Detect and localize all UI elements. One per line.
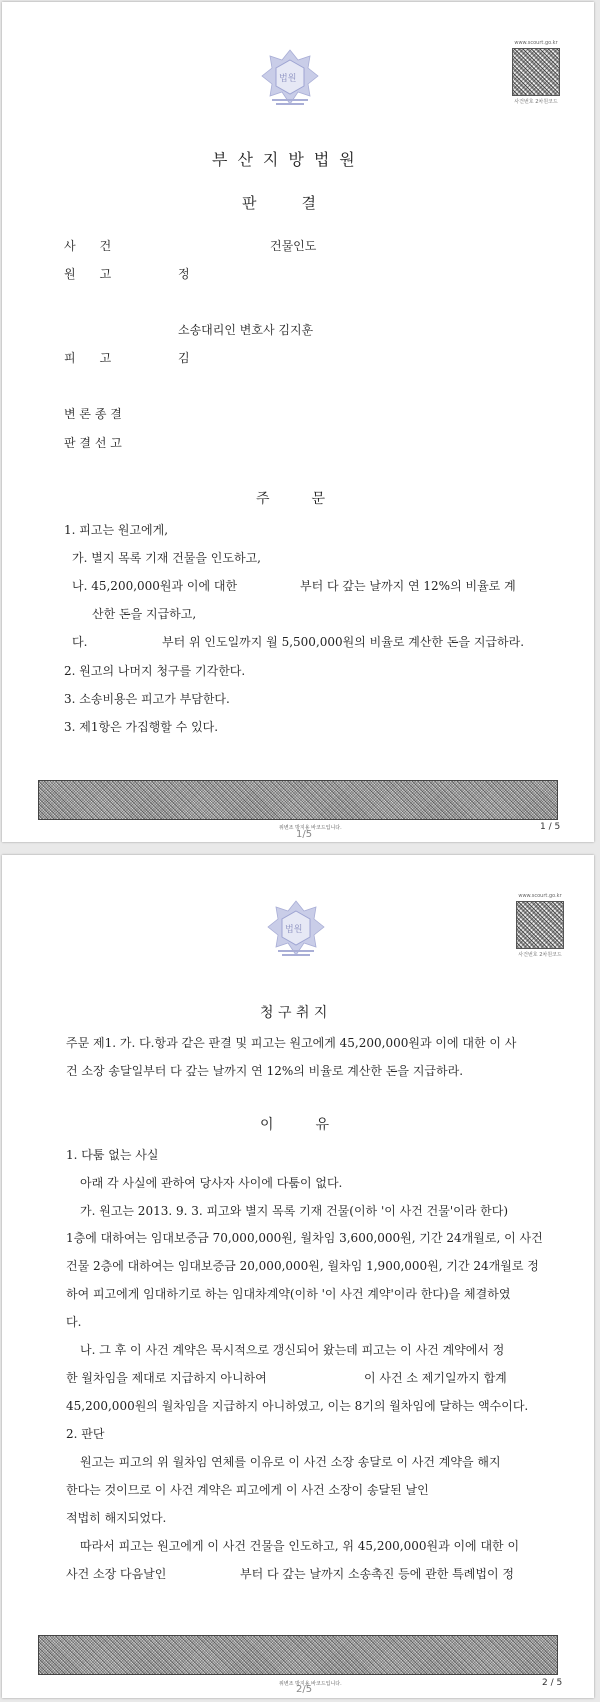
document-page-2 (2, 855, 594, 1698)
order-line: 1. 피고는 원고에게, (64, 523, 169, 537)
reason-line: 45,200,000원의 월차임을 지급하지 아니하였고, 이는 8기의 월차임에 달하는 액수이다. (66, 1399, 529, 1413)
qr-caption: 사건번호 2차원코드 (514, 99, 558, 105)
qr-code-block (512, 40, 560, 106)
order-line: 나. 45,200,000원과 이에 대한 (72, 579, 238, 593)
attorney: 소송대리인 변호사 김지훈 (178, 323, 314, 337)
plaintiff-value: 정 (178, 267, 190, 281)
order-line: 산한 돈을 지급하고, (92, 607, 197, 621)
page-number-center: 2/5 (296, 1684, 313, 1695)
claim-line: 주문 제1. 가. 다.항과 같은 판결 및 피고는 원고에게 45,200,000원과 이에 대한 이 사 (66, 1036, 517, 1050)
order-line: 부터 위 인도일까지 월 5,500,000원의 비율로 계산한 돈을 지급하라. (162, 635, 525, 649)
document-page-1 (2, 2, 594, 842)
qr-code-icon (516, 901, 564, 949)
qr-url: www.scourt.go.kr (518, 893, 562, 899)
anti-forgery-barcode (38, 1635, 558, 1675)
reason-line: 아래 각 사실에 관하여 당사자 사이에 다툼이 없다. (80, 1176, 343, 1190)
qr-caption: 사건번호 2차원코드 (518, 952, 562, 958)
order-line: 3. 제1항은 가집행할 수 있다. (64, 720, 219, 734)
reason-line: 원고는 피고의 위 월차임 연체를 이유로 이 사건 소장 송달로 이 사건 계약을 해지 (80, 1455, 501, 1469)
reason-line: 따라서 피고는 원고에게 이 사건 건물을 인도하고, 위 45,200,000원과 이에 대한 이 (80, 1539, 520, 1553)
emblem-label: 법원 (279, 74, 297, 84)
reason-line: 2. 판단 (66, 1427, 105, 1441)
case-value: 건물인도 (270, 239, 317, 253)
order-line: 부터 다 갚는 날까지 연 12%의 비율로 계 (300, 579, 516, 593)
order-line: 다. (72, 635, 88, 649)
page-number: 1 / 5 (540, 822, 561, 832)
reason-line: 다. (66, 1315, 82, 1329)
plaintiff-label: 원 고 (64, 267, 112, 281)
barcode-note: 위변조 방지용 바코드입니다. (279, 1681, 342, 1687)
order-line: 3. 소송비용은 피고가 부담한다. (64, 692, 230, 706)
document-title: 판 결 (242, 194, 316, 212)
claim-heading: 청 구 취 지 (260, 1005, 328, 1021)
reason-line: 한다는 것이므로 이 사건 계약은 피고에게 이 사건 소장이 송달된 날인 (66, 1483, 429, 1497)
reason-line: 1층에 대하여는 임대보증금 70,000,000원, 월차임 3,600,000원, 기간 24개월로, 이 사건 (66, 1231, 543, 1245)
reason-line: 이 사건 소 제기일까지 합계 (364, 1371, 507, 1385)
page-number-center: 1/5 (296, 829, 313, 840)
claim-line: 건 소장 송달일부터 다 갚는 날까지 연 12%의 비율로 계산한 돈을 지급하라. (66, 1064, 464, 1078)
qr-code-block (516, 893, 564, 959)
reason-line: 1. 다툼 없는 사실 (66, 1148, 159, 1162)
reason-line: 부터 다 갚는 날까지 소송촉진 등에 관한 특례법이 정 (240, 1567, 514, 1581)
qr-code-icon (512, 48, 560, 96)
reason-line: 적법히 해지되었다. (66, 1511, 167, 1525)
reason-line: 나. 그 후 이 사건 계약은 묵시적으로 갱신되어 왔는데 피고는 이 사건 계약에서 정 (80, 1343, 505, 1357)
page-number: 2 / 5 (542, 1678, 563, 1688)
order-line: 가. 별지 목록 기재 건물을 인도하고, (72, 551, 261, 565)
order-heading: 주 문 (256, 491, 326, 507)
reason-heading: 이 유 (260, 1117, 330, 1133)
court-name: 부산지방법원 (212, 150, 365, 169)
emblem-label: 법원 (285, 925, 303, 935)
reason-line: 한 월차임을 제대로 지급하지 아니하여 (66, 1371, 267, 1385)
anti-forgery-barcode (38, 780, 558, 820)
order-line: 2. 원고의 나머지 청구를 기각한다. (64, 664, 246, 678)
defendant-value: 김 (178, 351, 190, 365)
reason-line: 가. 원고는 2013. 9. 3. 피고와 별지 목록 기재 건물(이하 '이 사건 건물'이라 한다) (80, 1204, 509, 1218)
barcode-note: 위변조 방지용 바코드입니다. (279, 825, 342, 831)
reason-line: 하여 피고에게 임대하기로 하는 임대차계약(이하 '이 사건 계약'이라 한다)을 체결하였 (66, 1287, 511, 1301)
reason-line: 사건 소장 다음날인 (66, 1567, 167, 1581)
hearing-end-label: 변 론 종 결 (64, 407, 122, 421)
defendant-label: 피 고 (64, 351, 112, 365)
qr-url: www.scourt.go.kr (514, 40, 558, 46)
case-label: 사 건 (64, 239, 112, 253)
judgment-date-label: 판 결 선 고 (64, 436, 122, 450)
reason-line: 건물 2층에 대하여는 임대보증금 20,000,000원, 월차임 1,900,000원, 기간 24개월로 정 (66, 1259, 539, 1273)
